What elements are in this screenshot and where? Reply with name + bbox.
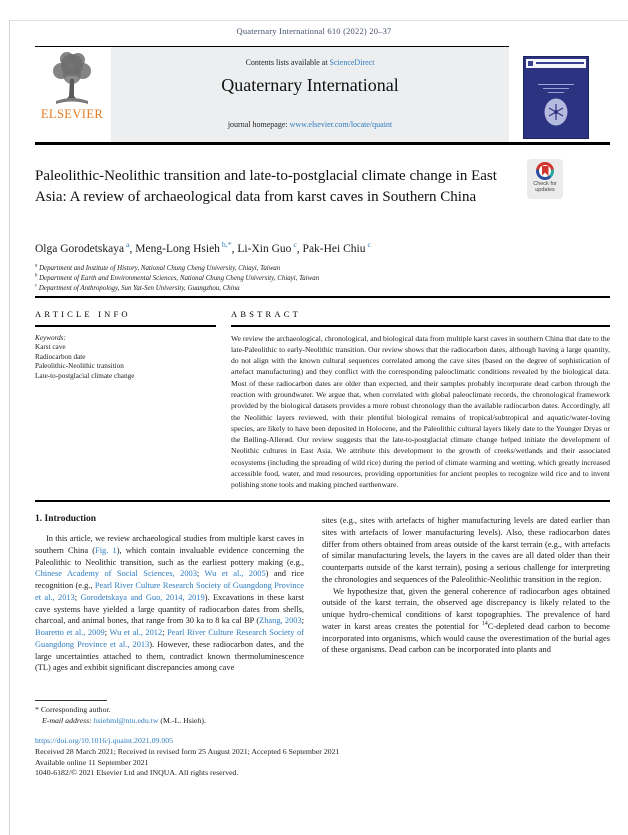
elsevier-tree-icon <box>44 50 100 108</box>
intro-paragraph: In this article, we review archaeological studies from multiple karst caves in southern China (Fig. 1), which contain invaluable evidence concerning the Paleolithic to Neolithic transition, such as the earliest pottery making (e.g., Chinese Academy of Social Sciences, 2003; Wu et al., 2005) and rice recognition (e.g., Pearl River Culture Research Society of Guangdong Province et al., 2013; Gorodetskaya and Guo, 2014, 2019). Excavations in these karst cave systems have yielded a large quantity of radiocarbon dates from shells, charcoal, and animal bones, that range from 30 ka to 8 ka cal BP (Zhang, 2003; Boaretto et al., 2009; Wu et al., 2012; Pearl River Culture Research Society of Guangdong Province et al., 2013). However, these radiocarbon dates, and the large uncertainties attached to them, contradict known thermoluminescence (TL) ages and exhibit significant discrepancies among cave <box>35 534 305 673</box>
abstract-rule <box>231 325 610 327</box>
divider-abstract-bottom <box>35 500 610 502</box>
divider-header-bottom <box>35 142 610 145</box>
keyword-item: Paleolithic-Neolithic transition <box>35 362 124 371</box>
journal-citation: Quaternary International 610 (2022) 20–37 <box>236 26 392 36</box>
inline-link[interactable]: Boaretto et al., 2009 <box>35 628 105 637</box>
elsevier-logo <box>35 50 109 142</box>
affiliations <box>35 264 580 293</box>
inline-link[interactable]: b,* <box>219 240 232 250</box>
inline-link[interactable]: Chinese Academy of Social Sciences, 2003 <box>35 569 197 579</box>
article-info-heading: ARTICLE INFO <box>35 309 131 319</box>
email-line: E-mail address: hsiehml@ntu.edu.tw (M.-L. Hsieh). <box>42 715 206 725</box>
journal-masthead <box>111 47 509 142</box>
received-dates-line: Received 28 March 2021; Received in revised form 25 August 2021; Accepted 6 September 2021 <box>35 746 340 756</box>
divider-abstract-top <box>35 296 610 298</box>
cover-title-bar <box>536 62 584 64</box>
keyword-item: Radiocarbon date <box>35 352 86 361</box>
cover-logo-square <box>528 61 533 66</box>
inline-link[interactable]: Fig. 1 <box>95 545 117 555</box>
available-online-line: Available online 11 September 2021 <box>35 757 149 767</box>
inline-link[interactable]: Pearl River Culture Research Society of Guangdong Province et al., 2013 <box>35 581 304 602</box>
affiliation-c: $^c$ Department of Anthropology, Sun Yat-Sen University, Guangzhou, China <box>35 283 240 292</box>
keywords-label: Keywords: <box>35 333 66 342</box>
check-badge-label: Check for updates <box>533 181 557 193</box>
cover-title-band <box>526 59 586 68</box>
authors-line: Olga Gorodetskaya $^a$, Meng-Long Hsieh $^{b,*}$, Li-Xin Guo $^c$, Pak-Hei Chiu $^c$ <box>35 240 371 255</box>
inline-link[interactable]: hsiehml@ntu.edu.tw <box>93 715 159 725</box>
abstract-section <box>231 309 610 491</box>
inline-link[interactable]: Wu et al., 2005 <box>204 569 266 579</box>
abstract-heading: ABSTRACT <box>231 309 301 319</box>
affiliation-b: $^b$ Department of Earth and Environmental Sciences, National Chung Cheng University, Chiayi, Taiwan <box>35 273 320 282</box>
inline-link[interactable]: Pearl River Culture Research Society of Guangdong Province et al., 2013 <box>35 628 304 649</box>
inline-link[interactable]: Wu et al., 2012 <box>109 628 163 637</box>
check-for-updates-badge[interactable] <box>527 159 563 199</box>
corresponding-author-note: * Corresponding author. <box>35 705 111 714</box>
inline-link[interactable]: a <box>124 240 130 250</box>
keyword-item: Karst cave <box>35 343 66 352</box>
journal-title: Quaternary International <box>221 75 399 95</box>
article-title: Paleolithic-Neolithic transition and late-to-postglacial climate change in East Asia: A review of archaeological data from karst caves in Southern China <box>35 168 497 205</box>
inline-link[interactable]: Gorodetskaya and Guo, 2014, 2019 <box>80 592 205 602</box>
inline-link[interactable]: www.elsevier.com/locate/quaint <box>289 120 393 129</box>
inqua-emblem-icon <box>543 97 569 132</box>
page-edge-top <box>9 20 628 21</box>
inline-link[interactable]: c <box>365 240 371 250</box>
page-edge-left <box>9 20 10 835</box>
inline-link[interactable]: ScienceDirect <box>329 58 375 67</box>
elsevier-wordmark: ELSEVIER <box>40 107 104 121</box>
inline-link[interactable]: Zhang, 2003 <box>259 616 302 626</box>
body-column-left <box>35 514 304 674</box>
keyword-item: Late-to-postglacial climate change <box>35 371 135 380</box>
abstract-text: We review the archaeological, chronological, and biological data from multiple karst caves in southern China that date to the late-Paleolithic to early-Neolithic transition. Our review shows that the radiocarbon dates, although having a large quantity, do not align with the known cultural sequences correlated among the cave sites (based on the degree of sophistication of artefact manufacturing) and they conflict with the corresponding paleoclimatic conditions revealed by the biological data. Most of these radiocarbon dates are older than expected, and their samples probably incorporate dead carbon through the reaction with groundwater. We argue that, when correlated with global paleoclimate records, the chronological framework provided by the biological datasets provides a more robust chronology than the available radiocarbon dates. Accordingly, all the Neolithic layers reviewed, with their plentiful biological remains of tropical/subtropical and aquatic/water-loving species, are likely to have been deposited in Holocene, and the Paleolithic cultural layers likely date to the Younger Dryas or the Bølling-Allerød. Our review suggests that the late-to-postglacial climate change helped initiate the development of Neolithic cultures in East Asia. We attribute this development to the growth of creeks/wetlands and their associated ecosystems (including the spreading of wild rice) during the period of climate warming and wetting, which greatly increased accessible food, water, and mud resources, providing opportunities for ancient peoples to recognize wild rice and to invent polishing stone tools and making pinched earthenware. <box>231 333 610 490</box>
doi-link[interactable]: https://doi.org/10.1016/j.quaint.2021.09.005 <box>35 736 174 745</box>
bookmark-icon <box>542 166 549 176</box>
copyright-line: 1040-6182/© 2021 Elsevier Ltd and INQUA. All rights reserved. <box>35 768 239 778</box>
article-info-rule <box>35 325 216 327</box>
journal-cover-thumbnail <box>523 56 589 139</box>
journal-homepage-line: journal homepage: www.elsevier.com/locate/quaint <box>227 120 393 129</box>
affiliation-a: $^a$ Department and Institute of History, National Chung Cheng University, Chiayi, Taiwan <box>35 263 281 272</box>
section-heading-introduction: 1. Introduction <box>35 514 97 524</box>
article-info-section <box>35 309 216 381</box>
cover-text-lines <box>524 81 588 96</box>
crossmark-icon <box>536 162 554 180</box>
footnote-rule <box>35 700 107 701</box>
body-paragraph: We hypothesize that, given the general coherence of radiocarbon ages obtained outside of the karst terrain, the observed age discrepancy is likely related to the unique hydro-chemical conditions of karst topographies. The prevalence of hard water in karst areas creates the potential for $^{14}$C-depleted dead carbon to become incorporated into organisms, which would cause the overestimation of the burial ages of these organisms. Dead carbon can be incorporated into plants and <box>322 586 610 655</box>
footnotes <box>35 700 320 726</box>
body-column-right <box>322 515 610 656</box>
inline-link[interactable]: c <box>291 240 297 250</box>
contents-available-line: Contents lists available at ScienceDirect <box>245 58 375 67</box>
body-paragraph: sites (e.g., sites with artefacts of higher manufacturing levels are dated earlier than sites with artefacts of lower manufacturing levels). Also, these radiocarbon dates differ from others obtained from areas outside of the karst terrain (e.g., with artefacts of similar manufacturing levels, the layers in the caves are all dated older than their counterparts outside of the karst terrain), posing a serious challenge for interpreting the chronologies and sequences of the Paleolithic-Neolithic transition in the region. <box>322 516 610 584</box>
article-footer <box>35 736 610 779</box>
